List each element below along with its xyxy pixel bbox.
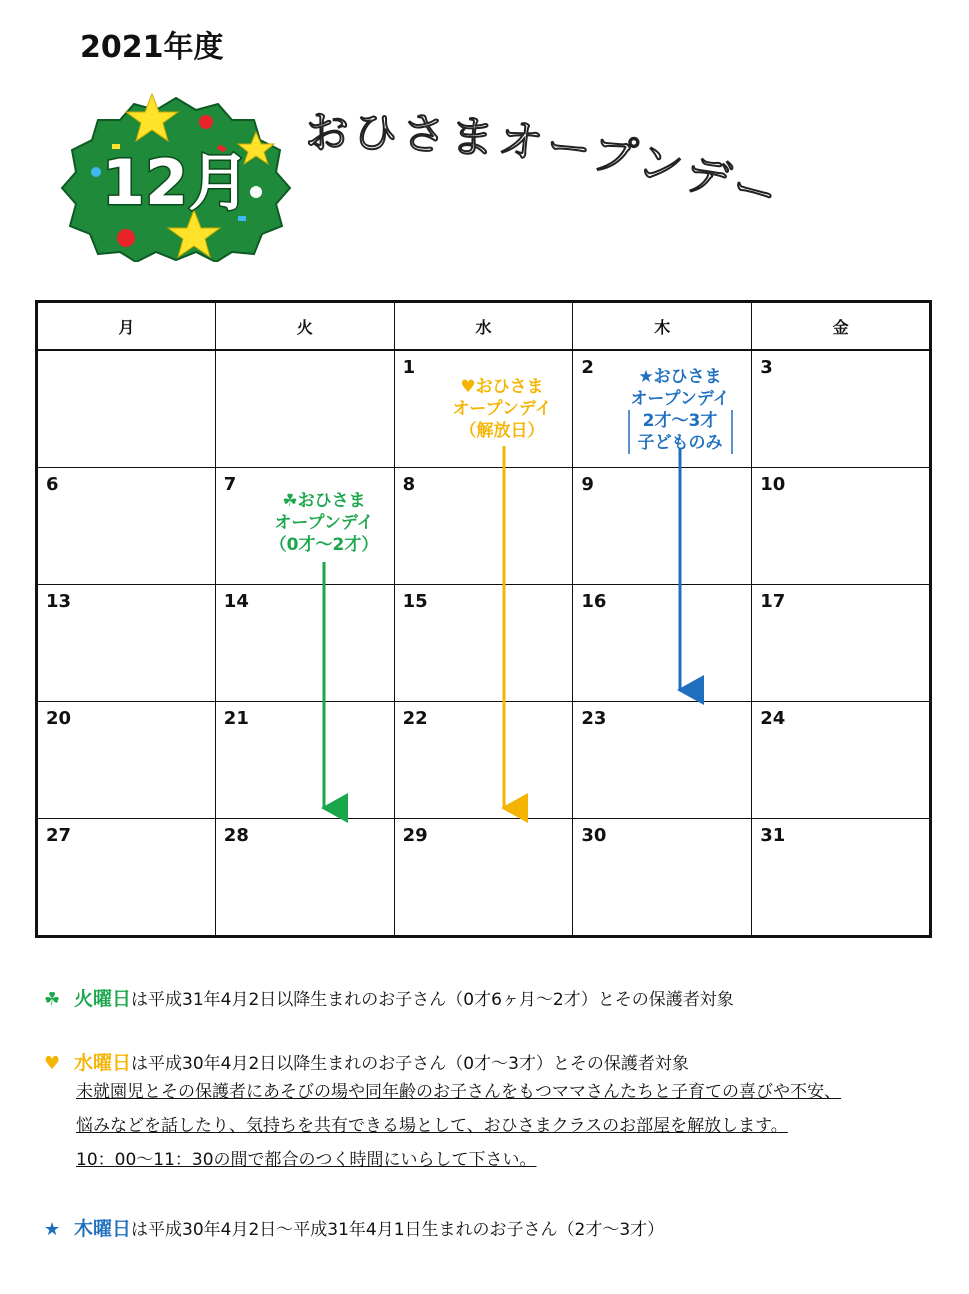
weekday-header: 月: [37, 302, 216, 351]
event-label-wednesday: [440, 376, 564, 442]
day-number: 15: [402, 591, 428, 612]
day-cell: [752, 350, 931, 468]
legend-tuesday: [44, 984, 944, 1011]
month-badge-label: 12月: [101, 146, 251, 219]
clover-icon: ☘: [44, 989, 61, 1010]
day-cell: [215, 585, 394, 702]
day-cell: [394, 468, 573, 585]
event-line: 子どものみ: [637, 433, 723, 453]
heart-icon: ♥: [44, 1053, 61, 1074]
day-number: 16: [581, 591, 607, 612]
event-bracket: [628, 410, 733, 454]
legend-day: 火曜日: [74, 988, 132, 1010]
day-number: 29: [402, 825, 428, 846]
day-cell: [394, 702, 573, 819]
day-cell: [37, 819, 216, 937]
day-number: 30: [581, 825, 607, 846]
day-cell: [573, 819, 752, 937]
page-title-text: おひさまオープンデー: [304, 110, 787, 225]
day-number: 6: [46, 474, 59, 495]
month-badge: [56, 92, 296, 262]
day-number: 17: [760, 591, 786, 612]
day-cell: [215, 350, 394, 468]
star-icon: ★: [44, 1219, 61, 1240]
event-line: オープンデイ: [452, 399, 552, 419]
event-line: オープンデイ: [274, 513, 374, 533]
day-number: 28: [223, 825, 249, 846]
day-cell: [215, 819, 394, 937]
day-cell: [37, 585, 216, 702]
day-cell: [752, 468, 931, 585]
day-number: 7: [223, 474, 237, 495]
week-row: [37, 702, 931, 819]
event-label-thursday: [618, 366, 742, 454]
legend-text: は平成30年4月2日以降生まれのお子さん（0才～3才）とその保護者対象: [131, 1054, 689, 1074]
weekday-header: 金: [752, 302, 931, 351]
legend-note: 未就園児とその保護者にあそびの場や同年齢のお子さんをもつママさんたちと子育ての喜びや不安、: [76, 1082, 841, 1102]
legend-thursday: [44, 1214, 944, 1241]
legend-day: 木曜日: [74, 1218, 132, 1240]
day-cell: [37, 350, 216, 468]
svg-text:おひさまオープンデー: [305, 110, 787, 224]
week-row: [37, 585, 931, 702]
event-line: ★おひさま: [638, 367, 722, 387]
event-line: ♥おひさま: [460, 377, 544, 397]
week-row: [37, 819, 931, 937]
legend-note: 悩みなどを話したり、気持ちを共有できる場として、おひさまクラスのお部屋を解放します。: [76, 1116, 788, 1136]
day-number: 21: [223, 708, 249, 729]
event-line: ☘おひさま: [282, 491, 366, 511]
day-number: 2: [581, 357, 594, 378]
weekday-header: 木: [573, 302, 752, 351]
weekday-header: 水: [394, 302, 573, 351]
day-number: 13: [46, 591, 72, 612]
week-row: [37, 468, 931, 585]
page-title: [300, 110, 900, 260]
weekday-header: 火: [215, 302, 394, 351]
day-number: 22: [402, 708, 428, 729]
day-number: 20: [46, 708, 72, 729]
day-number: 10: [760, 474, 786, 495]
legend-day: 水曜日: [74, 1052, 132, 1074]
day-cell: [37, 702, 216, 819]
day-number: 31: [760, 825, 786, 846]
fiscal-year: 2021年度: [80, 30, 224, 65]
day-cell: [752, 585, 931, 702]
event-line: 2才～3才: [642, 411, 718, 431]
day-cell: [573, 468, 752, 585]
legend-text: は平成30年4月2日～平成31年4月1日生まれのお子さん（2才～3才）: [131, 1220, 665, 1240]
day-number: 23: [581, 708, 607, 729]
day-cell: [752, 819, 931, 937]
day-number: 8: [402, 474, 416, 495]
day-cell: [752, 702, 931, 819]
legend-wednesday: [44, 1048, 944, 1177]
day-number: 9: [581, 474, 594, 495]
event-line: （解放日）: [459, 421, 545, 441]
legend-text: は平成31年4月2日以降生まれのお子さん（0才6ヶ月～2才）とその保護者対象: [131, 990, 734, 1010]
event-label-tuesday: [262, 490, 386, 556]
event-line: オープンデイ: [630, 389, 730, 409]
day-cell: [394, 585, 573, 702]
day-number: 27: [46, 825, 72, 846]
day-cell: [573, 702, 752, 819]
day-cell: [394, 819, 573, 937]
weekday-header-row: [37, 302, 931, 351]
day-number: 14: [223, 591, 249, 612]
day-number: 24: [760, 708, 786, 729]
event-line: （0才～2才）: [269, 535, 379, 555]
day-cell: [573, 585, 752, 702]
day-number: 1: [402, 357, 416, 378]
day-cell: [37, 468, 216, 585]
day-cell: [215, 702, 394, 819]
legend-note: 10：00～11：30の間で都合のつく時間にいらして下さい。: [76, 1150, 537, 1170]
day-number: 3: [760, 357, 773, 378]
